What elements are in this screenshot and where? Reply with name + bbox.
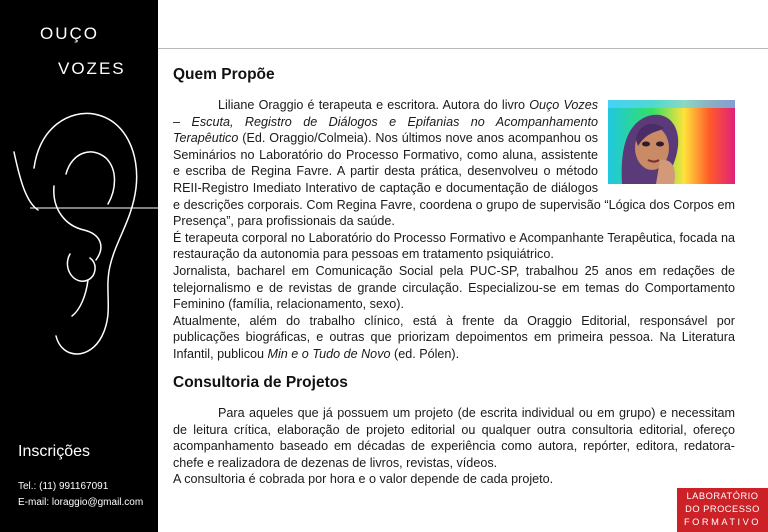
paragraph: Para aqueles que já possuem um projeto (de escrita individual ou em grupo) e necessitam de leitura crítica, elaboração de projeto editorial ou qualquer outra consultoria editorial, ofereço acompanhamento baseado em décadas de experiência como autora, repórter, editora, redatora-chefe e realizadora de dezenas de livros, revistas, vídeos. bbox=[173, 406, 735, 470]
brand-title-line2: VOZES bbox=[58, 59, 126, 78]
email-text: E-mail: loraggio@gmail.com bbox=[18, 497, 144, 508]
inscricoes-heading: Inscrições bbox=[18, 443, 91, 460]
sidebar bbox=[0, 0, 158, 532]
top-divider bbox=[158, 48, 768, 49]
book-title: Ouço Vozes – Escuta, Registro de Diálogos e Epifanias no Acompanhamento Terapêutico bbox=[173, 98, 598, 146]
paragraph: Atualmente, além do trabalho clínico, está à frente da Oraggio Editorial, responsável por publicações biográficas, e outras que priorizam depoimentos em primeira pessoa. Na Literatura Infantil, publicou Min e o Tudo de Novo (ed. Pólen). bbox=[173, 313, 735, 361]
author-photo bbox=[608, 100, 735, 184]
section-title-consultoria: Consultoria de Projetos bbox=[173, 374, 348, 391]
ear-illustration-icon bbox=[10, 90, 158, 420]
section-title-quem-propoe: Quem Propõe bbox=[173, 66, 275, 83]
paragraph: A consultoria é cobrada por hora e o valor depende de cada projeto. bbox=[173, 472, 554, 487]
paragraph: É terapeuta corporal no Laboratório do Processo Formativo e Acompanhante Terapêutica, focada na restauração da autonomia para pessoas em tratamento psiquiátrico. bbox=[173, 230, 735, 262]
paragraph: Liliane Oraggio é terapeuta e escritora. Autora do livro Ouço Vozes – Escuta, Registro de Diálogos e Epifanias no Acompanhamento Terapêutico (Ed. Oraggio/Colmeia). Nos últimos nove anos acompanhou os Seminários no Laboratório do Processo Formativo, como aluna, assistente e escriba de Regina Favre. A partir desta prática, desenvolveu o método REII-Registro Imediato Interativo de captação e documentação de diálogos e descrições corporais. Com Regina Favre, coordena o grupo de supervisão “Lógica dos Corpos em Presença”, para profissionais da saúde. bbox=[173, 98, 735, 229]
paragraph: Jornalista, bacharel em Comunicação Social pela PUC-SP, trabalhou 25 anos em redações de telejornalismo e de revistas de grande circulação. Especializou-se em temas do Comportamento Feminino (família, relacionamento, sexo). bbox=[173, 263, 735, 312]
section-body-consultoria bbox=[173, 405, 735, 488]
laboratorio-logo: LABORATÓRIO DO PROCESSO FORMATIVO bbox=[677, 488, 768, 532]
section-body-quem-propoe bbox=[173, 97, 735, 363]
book-title: Min e o Tudo de Novo bbox=[267, 346, 391, 361]
brand-title-line1: OUÇO bbox=[40, 24, 99, 43]
phone-text: Tel.: (11) 991167091 bbox=[18, 481, 109, 492]
